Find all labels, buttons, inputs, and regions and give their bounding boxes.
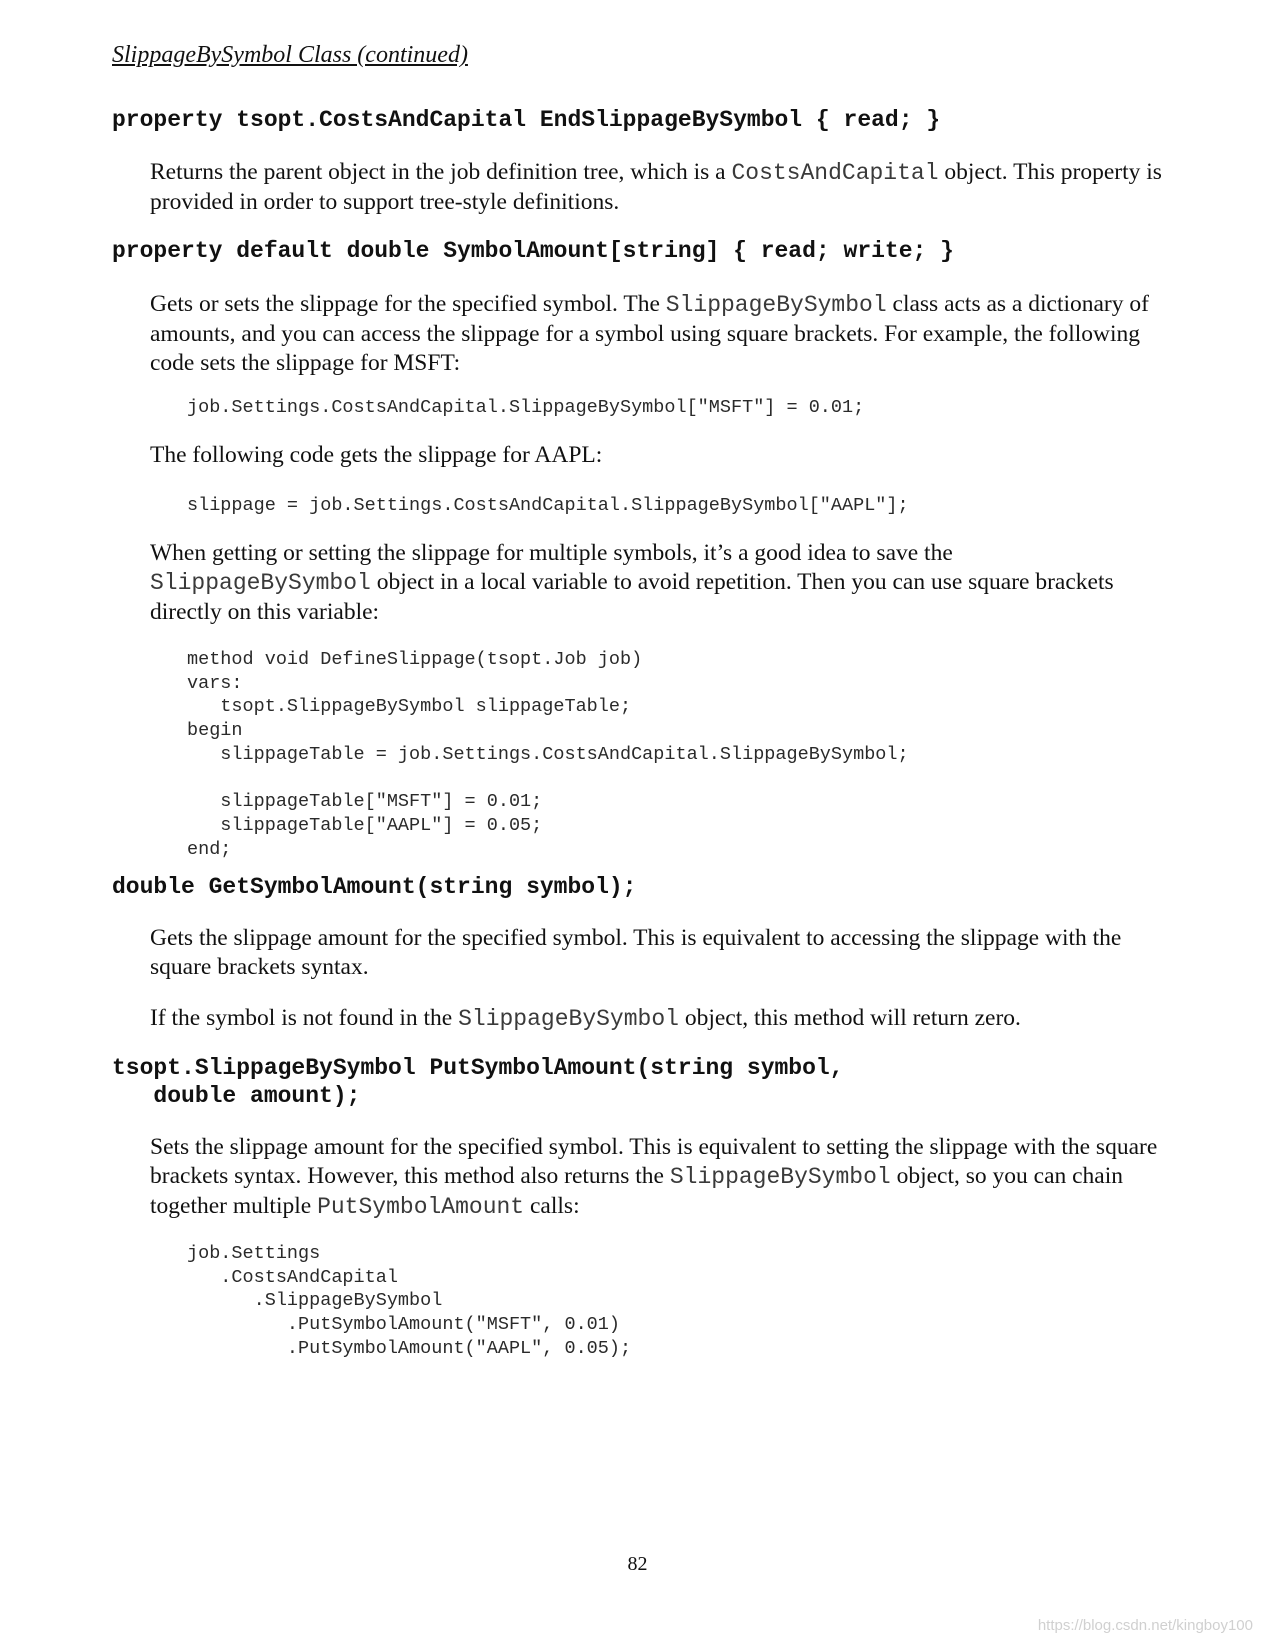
page-number: 82: [627, 1553, 648, 1575]
inline-code: SlippageBySymbol: [150, 570, 371, 596]
property-signature-symbol-amount: property default double SymbolAmount[string] { read; write; }: [112, 238, 954, 264]
inline-code: PutSymbolAmount: [317, 1194, 525, 1220]
code-block: slippage = job.Settings.CostsAndCapital.SlippageBySymbol["AAPL"];: [187, 495, 909, 516]
property-signature-end-slippage: property tsopt.CostsAndCapital EndSlippageBySymbol { read; }: [112, 107, 941, 133]
paragraph: If the symbol is not found in the SlippageBySymbol object, this method will return zero.: [150, 1005, 1021, 1032]
paragraph: Gets the slippage amount for the specified symbol. This is equivalent to accessing the slippage with the square brackets syntax.: [150, 925, 1122, 980]
inline-code: SlippageBySymbol: [458, 1006, 679, 1032]
paragraph: Gets or sets the slippage for the specified symbol. The SlippageBySymbol class acts as a dictionary of amounts, and you can access the slippage for a symbol using square brackets. For example, the following code sets the slippage for MSFT:: [150, 291, 1149, 376]
code-block: job.Settings .CostsAndCapital .SlippageBySymbol .PutSymbolAmount("MSFT", 0.01) .PutSymbolAmount("AAPL", 0.05);: [187, 1243, 632, 1359]
paragraph: The following code gets the slippage for AAPL:: [150, 442, 603, 468]
paragraph: Returns the parent object in the job definition tree, which is a CostsAndCapital object. This property is provided in order to support tree-style definitions.: [150, 159, 1162, 215]
inline-code: CostsAndCapital: [731, 160, 939, 186]
method-signature-get-symbol-amount: double GetSymbolAmount(string symbol);: [112, 874, 637, 900]
code-block: method void DefineSlippage(tsopt.Job job) vars: tsopt.SlippageBySymbol slippageTable; begin slippageTable = job.Settings.CostsAndCapital.SlippageBySymbol; slippageTable["MSFT"] = 0.01; slippageTable["AAPL"] = 0.05; end;: [187, 649, 909, 860]
inline-code: SlippageBySymbol: [665, 292, 887, 318]
paragraph: Sets the slippage amount for the specified symbol. This is equivalent to setting the slippage with the square brackets syntax. However, this method also returns the SlippageBySymbol object, so you can chain together multiple PutSymbolAmount calls:: [150, 1134, 1158, 1220]
code-block: job.Settings.CostsAndCapital.SlippageBySymbol["MSFT"] = 0.01;: [187, 397, 865, 418]
inline-code: SlippageBySymbol: [669, 1164, 891, 1190]
method-signature-put-symbol-amount: tsopt.SlippageBySymbol PutSymbolAmount(string symbol, double amount);: [112, 1055, 844, 1109]
watermark-text: https://blog.csdn.net/kingboy100: [1037, 1617, 1253, 1634]
paragraph: When getting or setting the slippage for multiple symbols, it’s a good idea to save the SlippageBySymbol object in a local variable to avoid repetition. Then you can use square brackets directly on this variable:: [150, 540, 1114, 625]
page-header-title: SlippageBySymbol Class (continued): [112, 42, 468, 68]
